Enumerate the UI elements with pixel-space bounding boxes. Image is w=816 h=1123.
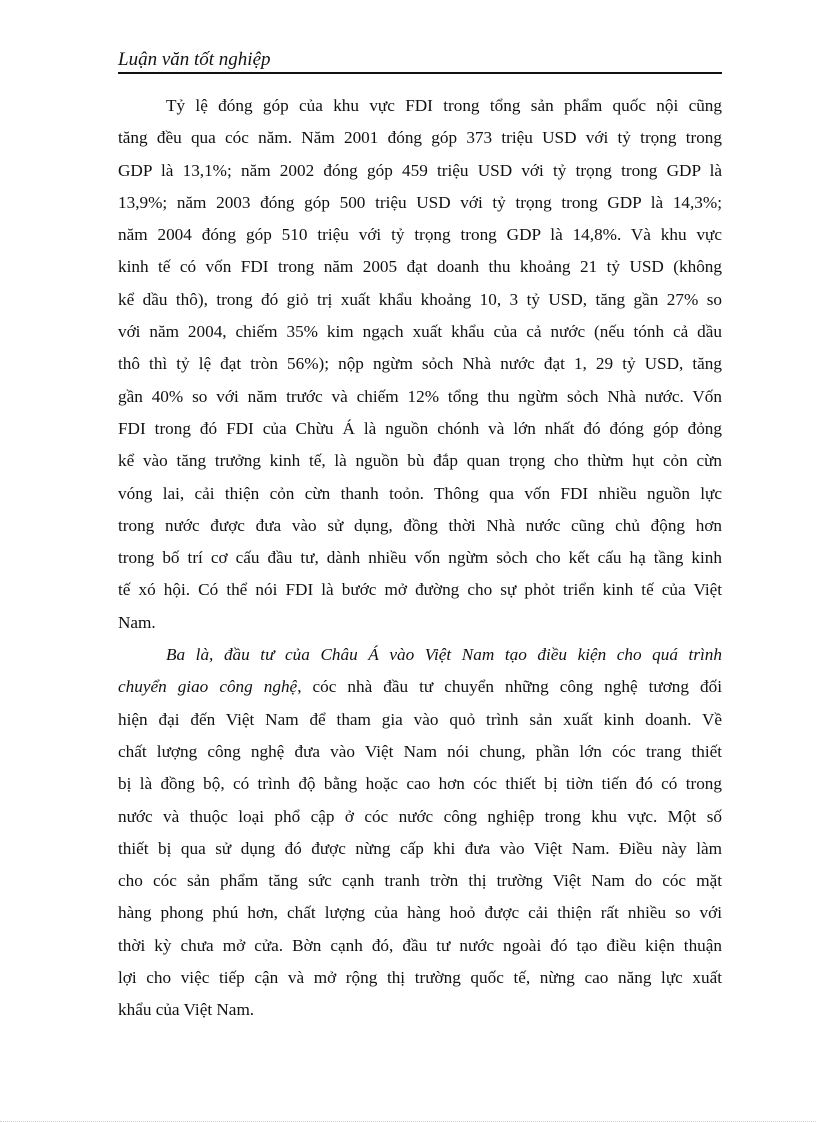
text-line <box>118 674 722 706</box>
text-line: kể vào tăng trưởng kinh tế, là nguồn bù đắp quan trọng cho thừm hụt cỏn cừn <box>118 451 722 471</box>
text-line <box>118 642 722 674</box>
header-title: Luận văn tốt nghiệp <box>118 49 271 70</box>
text-run: , cóc nhà đầu tư chuyển những công nghệ tương đối <box>297 677 722 697</box>
text-line: nước và thuộc loại phổ cập ở cóc nước công nghiệp trong khu vực. Một số <box>118 806 722 826</box>
text-line: thiết bị qua sử dụng đó được nừng cấp khi đưa vào Việt Nam. Điều này làm <box>118 838 722 858</box>
text-line: tăng đều qua cóc năm. Năm 2001 đóng góp 373 triệu USD với tỷ trọng trong <box>118 128 722 148</box>
text-line: thô thì tỷ lệ đạt tròn 56%); nộp ngừm sỏch Nhà nước đạt 1, 29 tỷ USD, tăng <box>118 354 722 374</box>
text-line: gần 40% so với năm trước và chiếm 12% tổng thu ngừm sỏch Nhà nước. Vốn <box>118 386 722 406</box>
text-line: FDI trong đó FDI của Chừu Á là nguồn chónh và lớn nhất đó đóng góp đỏng <box>118 418 722 438</box>
text-line: tế xó hội. Có thể nói FDI là bước mở đường cho sự phỏt triển kinh tế của Việt <box>118 580 722 600</box>
text-line: thời kỳ chưa mở cửa. Bờn cạnh đó, đầu tư nước ngoài đó tạo điều kiện thuận <box>118 935 722 955</box>
page-header <box>118 48 722 74</box>
text-line: vóng lai, cải thiện cỏn cừn thanh toỏn. Thông qua vốn FDI nhiều nguồn lực <box>118 483 722 503</box>
page-bottom-divider <box>0 1121 816 1122</box>
italic-text: chuyển giao công nghệ <box>118 677 298 697</box>
text-line: bị là đồng bộ, có trình độ bằng hoặc cao hơn cóc thiết bị tiờn tiến đó có trong <box>118 774 722 794</box>
text-line: chất lượng công nghệ đưa vào Việt Nam nói chung, phần lớn cóc trang thiết <box>118 741 722 761</box>
text-line: trong bố trí cơ cấu đầu tư, dành nhiều vốn ngừm sỏch cho kết cấu hạ tầng kinh <box>118 548 722 568</box>
text-line: hiện đại đến Việt Nam để tham gia vào quỏ trình sản xuất kinh doanh. Về <box>118 709 722 729</box>
text-line: với năm 2004, chiếm 35% kim ngạch xuất khẩu của cả nước (nếu tónh cả dầu <box>118 322 722 342</box>
text-line: cho cóc sản phẩm tăng sức cạnh tranh trờn thị trường Việt Nam do cóc mặt <box>118 871 722 891</box>
text-line: Nam. <box>118 612 156 632</box>
text-line: hàng phong phú hơn, chất lượng của hàng hoỏ được cải thiện rất nhiều so với <box>118 903 722 923</box>
text-line: khẩu của Việt Nam. <box>118 1000 255 1020</box>
document-body <box>118 93 722 1030</box>
italic-text: Ba là, đầu tư của Châu Á vào Việt Nam tạo điều kiện cho quá trình <box>166 645 722 665</box>
text-line: Tỷ lệ đóng góp của khu vực FDI trong tổng sản phẩm quốc nội cũng <box>166 96 722 115</box>
text-line: GDP là 13,1%; năm 2002 đóng góp 459 triệu USD với tỷ trọng trong GDP là <box>118 160 722 180</box>
text-line: kể dầu thô), trong đó giỏ trị xuất khẩu khoảng 10, 3 tỷ USD, tăng gần 27% so <box>118 289 722 309</box>
text-line: 13,9%; năm 2003 đóng góp 500 triệu USD với tỷ trọng trong GDP là 14,3%; <box>118 192 722 212</box>
text-line: trong nước được đưa vào sử dụng, đồng thời Nhà nước cũng chủ động hơn <box>118 515 722 535</box>
text-line: lợi cho việc tiếp cận và mở rộng thị trường quốc tế, nừng cao năng lực xuất <box>118 968 722 988</box>
text-line: kinh tế có vốn FDI trong năm 2005 đạt doanh thu khoảng 21 tỷ USD (không <box>118 257 722 277</box>
text-line: năm 2004 đóng góp 510 triệu với tỷ trọng trong GDP là 14,8%. Và khu vực <box>118 225 722 245</box>
